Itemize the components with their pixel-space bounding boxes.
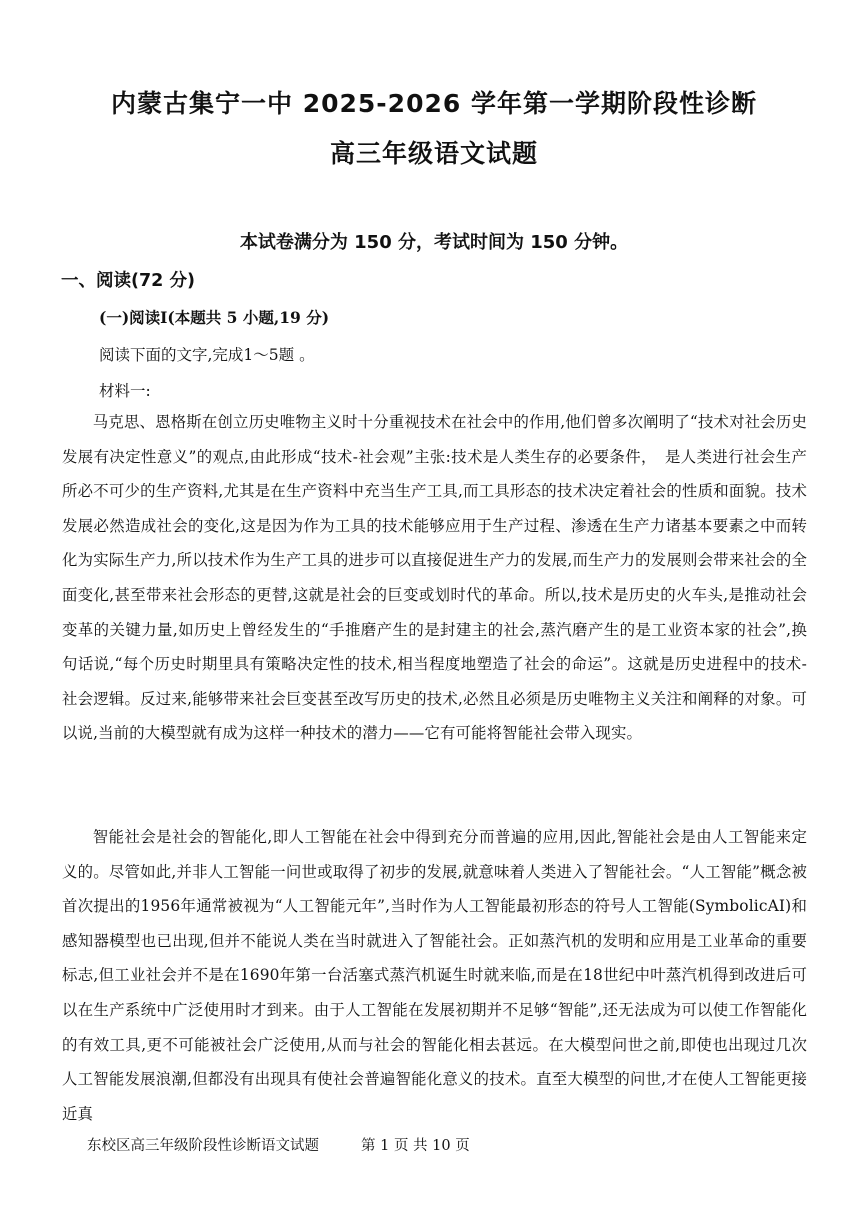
reading-instruction: 阅读下面的文字,完成1～5题 。 — [99, 346, 315, 364]
page-footer — [87, 1134, 470, 1155]
exam-info: 本试卷满分为 150 分，考试时间为 150 分钟。 — [239, 232, 629, 253]
exam-subtitle: 高三年级语文试题 — [329, 139, 538, 168]
material-label: 材料一: — [99, 382, 151, 400]
subsection-heading: (一)阅读Ⅰ(本题共 5 小题,19 分) — [99, 308, 330, 327]
exam-title: 内蒙古集宁一中 2025-2026 学年第一学期阶段性诊断 — [111, 89, 757, 118]
body-paragraph: 智能社会是社会的智能化,即人工智能在社会中得到充分而普遍的应用,因此,智能社会是由人工智能来定义的。尽管如此,并非人工智能一问世或取得了初步的发展,就意味着人类进入了智能社会。“人工智能”概念被首次提出的1956年通常被视为“人工智能元年”,当时作为人工智能最初形态的符号人工智能(SymbolicAI)和感知器模型也已出现,但并不能说人类在当时就进入了智能社会。正如蒸汽机的发明和应用是工业革命的重要标志,但工业社会并不是在1690年第一台活塞式蒸汽机诞生时就来临,而是在18世纪中叶蒸汽机得到改进后可以在生产系统中广泛使用时才到来。由于人工智能在发展初期并不足够“智能”,还无法成为可以使工作智能化的有效工具,更不可能被社会广泛使用,从而与社会的智能化相去甚远。在大模型问世之前,即使也出现过几次人工智能发展浪潮,但都没有出现具有使社会普遍智能化意义的技术。直至大模型的问世,才在使人工智能更接近真 — [62, 828, 807, 1123]
footer-label: 东校区高三年级阶段性诊断语文试题 — [87, 1138, 319, 1154]
section-heading: 一、阅读(72 分) — [61, 271, 195, 291]
body-paragraph: 马克思、恩格斯在创立历史唯物主义时十分重视技术在社会中的作用,他们曾多次阐明了“技术对社会历史发展有决定性意义”的观点,由此形成“技术-社会观”主张:技术是人类生存的必要条件， 是人类进行社会生产所必不可少的生产资料,尤其是在生产资料中充当生产工具,而工具形态的技术决定着社会的性质和面貌。技术发展必然造成社会的变化,这是因为作为工具的技术能够应用于生产过程、渗透在生产力诸基本要素之中而转化为实际生产力,所以技术作为生产工具的进步可以直接促进生产力的发展,而生产力的发展则会带来社会的全面变化,甚至带来社会形态的更替,这就是社会的巨变或划时代的革命。所以,技术是历史的火车头,是推动社会变革的关键力量,如历史上曾经发生的“手推磨产生的是封建主的社会,蒸汽磨产生的是工业资本家的社会”,换句话说,“每个历史时期里具有策略决定性的技术,相当程度地塑造了社会的命运”。这就是历史进程中的技术-社会逻辑。反过来,能够带来社会巨变甚至改写历史的技术,必然且必须是历史唯物主义关注和阐释的对象。可以说,当前的大模型就有成为这样一种技术的潜力——它有可能将智能社会带入现实。 — [62, 413, 807, 743]
page-number: 第 1 页 共 10 页 — [361, 1138, 470, 1154]
